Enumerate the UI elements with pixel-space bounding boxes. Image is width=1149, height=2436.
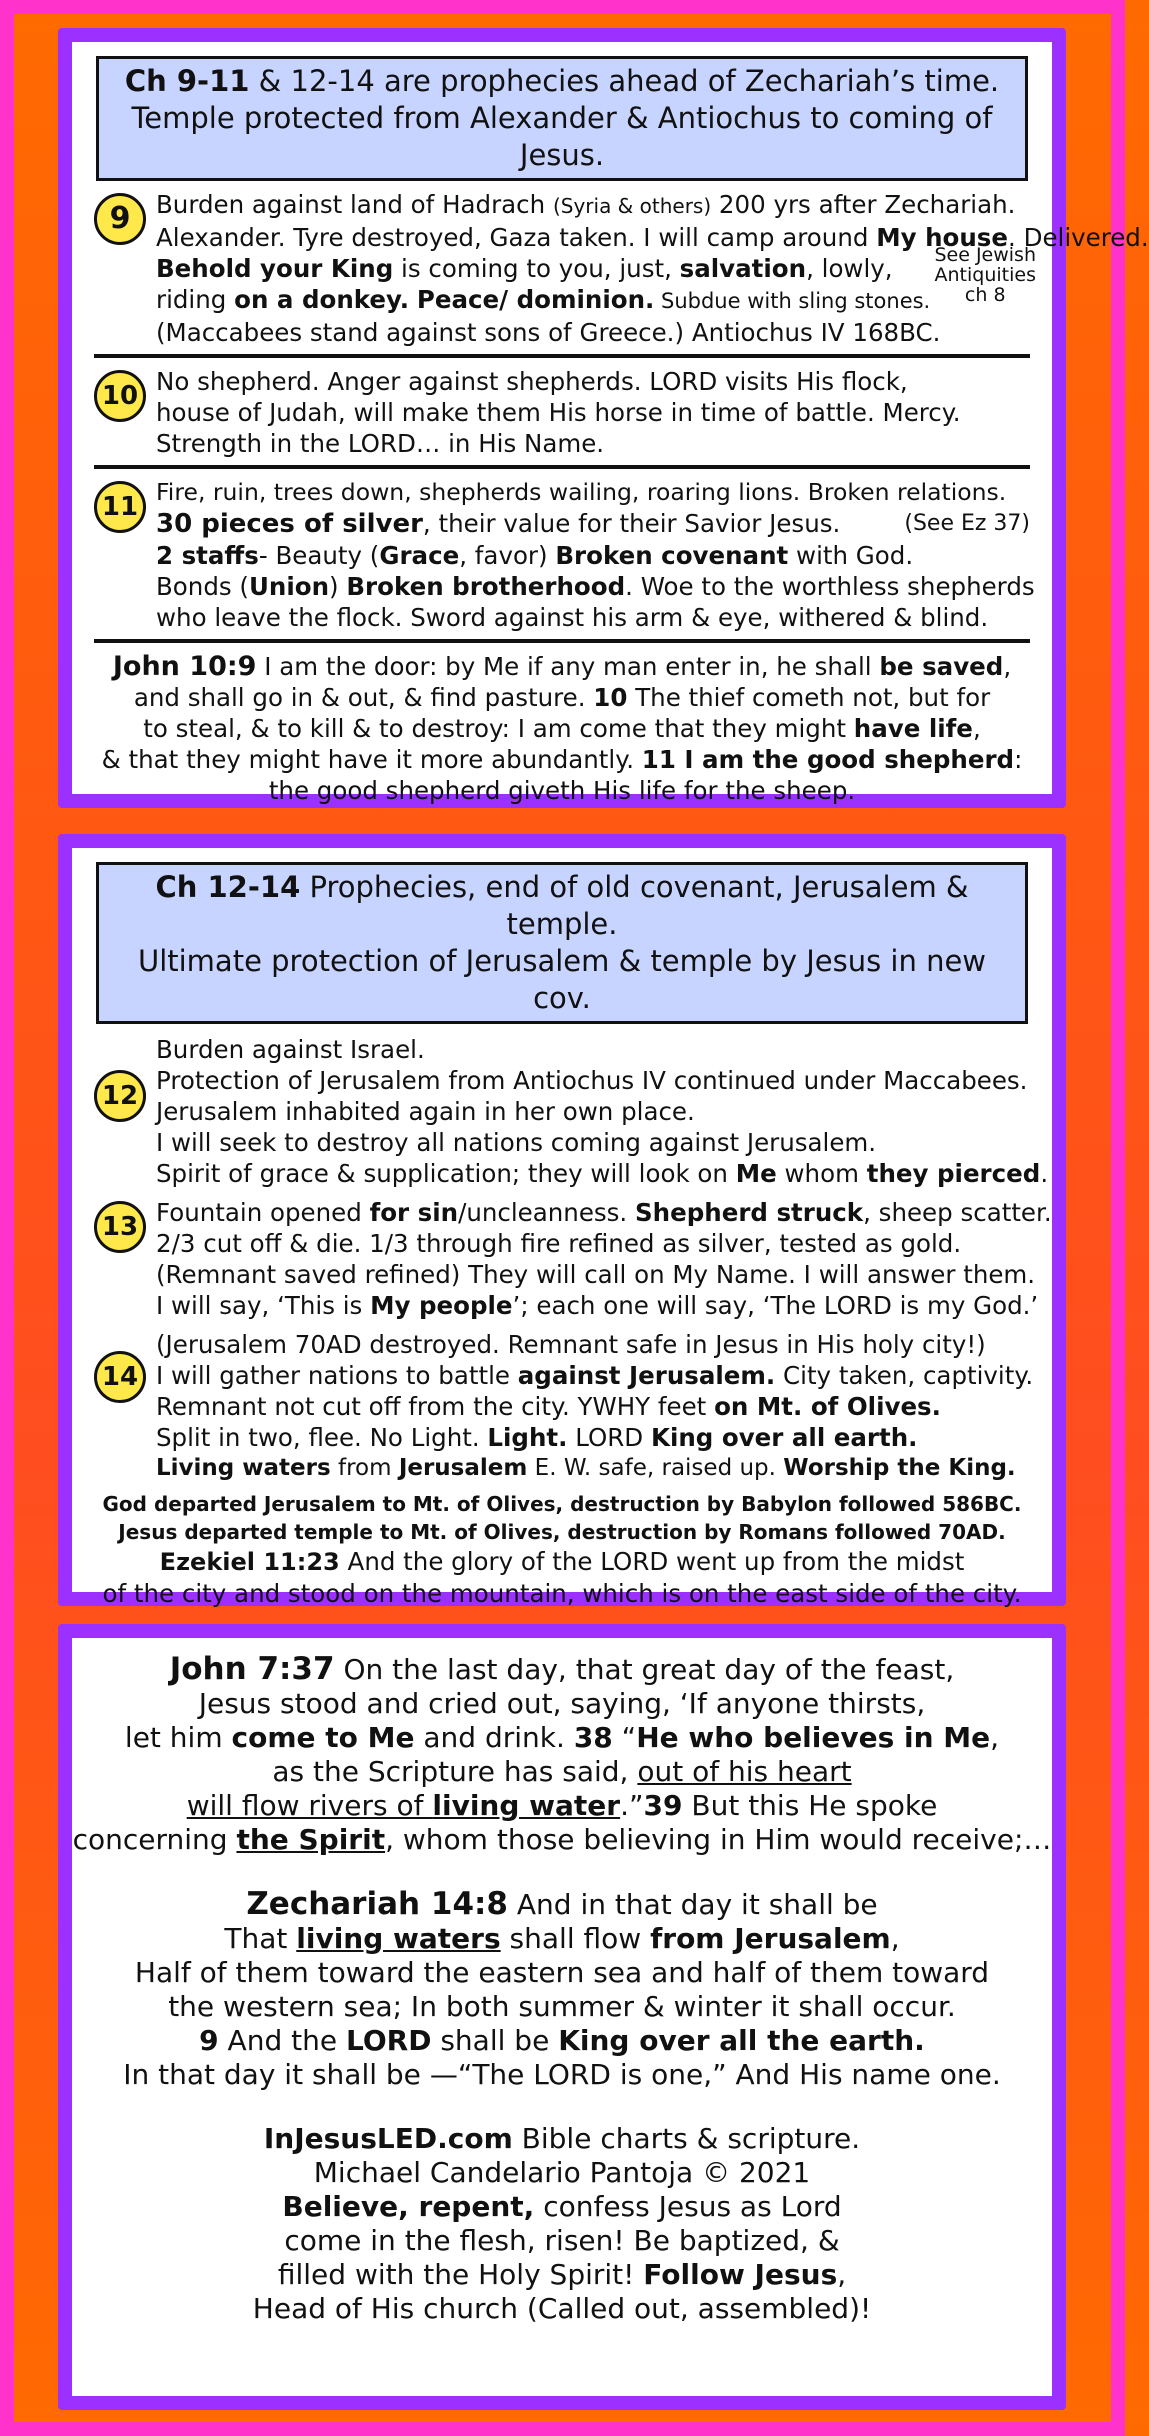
panel2-header [96,862,1028,1024]
ch9-line5: (Maccabees stand against sons of Greece.) Antiochus IV 168BC. [156,318,941,347]
ch12-line2: Protection of Jerusalem from Antiochus IV continued under Maccabees. [156,1066,1028,1095]
ch13-line1: Fountain opened for sin/uncleanness. Shepherd struck, sheep scatter. [156,1198,1052,1227]
ch14-line2: I will gather nations to battle against Jerusalem. City taken, captivity. [156,1361,1034,1390]
ch11-line1: Fire, ruin, trees down, shepherds wailing, roaring lions. Broken relations. [156,478,1007,506]
ch9-line4: riding on a donkey. Peace/ dominion. Subdue with sling stones. [156,285,931,314]
header-chapter-ref: Ch 12-14 [155,870,301,904]
section-ch12 [94,1034,1049,1189]
ch14-line4: Split in two, flee. No Light. Light. LORD King over all earth. [156,1423,918,1452]
divider [94,354,1030,358]
departure-notes [72,1490,1052,1609]
ch14-line5: Living waters from Jerusalem E. W. safe, raised up. Worship the King. [156,1455,1016,1481]
divider [94,465,1030,469]
section-ch14 [94,1329,1034,1484]
chapter-number-badge: 11 [94,481,146,533]
ch10-line2: house of Judah, will make them His horse in time of battle. Mercy. [156,398,961,427]
header-chapter-ref: Ch 9-11 [124,64,250,98]
divider [94,639,1030,643]
section-ch11 [94,477,1035,633]
copyright: Michael Candelario Pantoja © 2021 [313,2156,811,2189]
header-line1: & 12-14 are prophecies ahead of Zechariah’s time. [249,64,1000,98]
note-babylon: God departed Jerusalem to Mt. of Olives, destruction by Babylon followed 586BC. [102,1492,1022,1516]
john-7-37-quote: John 7:37 On the last day, that great day of the feast, Jesus stood and cried out, saying, ‘If anyone thirsts, let him come to Me and drink. 38 “He who believes in Me, as the Scripture has said, out of his heart will flow rivers of living water.”39 But this He spoke concerning the Spirit, whom those believing in Him would receive;… [72,1651,1052,1856]
ch9-line3: Behold your King is coming to you, just, salvation, lowly, [156,254,893,283]
header-line2: Temple protected from Alexander & Antiochus to coming of Jesus. [131,101,993,172]
section-ch13 [94,1197,1052,1321]
ch14-line1: (Jerusalem 70AD destroyed. Remnant safe in Jesus in His holy city!) [156,1330,986,1359]
chapter-number-badge: 12 [94,1070,146,1122]
ch12-line1: Burden against Israel. [156,1035,425,1064]
ch11-line3: 2 staffs- Beauty (Grace, favor) Broken covenant with God. [156,541,914,570]
ch9-line1: Burden against land of Hadrach (Syria & others) 200 yrs after Zechariah. [156,190,1016,219]
chapter-number-badge: 10 [94,370,146,422]
ch13-line2: 2/3 cut off & die. 1/3 through fire refined as silver, tested as gold. [156,1229,962,1258]
ch12-line3: Jerusalem inhabited again in her own place. [156,1097,695,1126]
ch13-line3: (Remnant saved refined) They will call on My Name. I will answer them. [156,1260,1036,1289]
ch10-line3: Strength in the LORD… in His Name. [156,429,605,458]
chapter-number-badge: 14 [94,1351,146,1403]
panel-ch9-11 [58,28,1149,808]
john-10-9-quote: John 10:9 I am the door: by Me if any man enter in, he shall be saved, and shall go in & out, & find pasture. 10 The thief cometh not, but for to steal, & to kill & to destroy: I am come that they might have life, & that they might have it more abundantly. 11 I am the good shepherd: the good shepherd giveth His life for the sheep. [101,651,1023,805]
chapter-number-badge: 9 [94,193,146,245]
ezekiel-11-23-line2: of the city and stood on the mountain, which is on the east side of the city. [102,1579,1022,1608]
ch9-line2: Alexander. Tyre destroyed, Gaza taken. I will camp around My house. Delivered. [156,223,1149,252]
ch11-line5: who leave the flock. Sword against his arm & eye, withered & blind. [156,603,989,632]
ch11-line4: Bonds (Union) Broken brotherhood. Woe to the worthless shepherds [156,572,1035,601]
zechariah-14-8-quote: Zechariah 14:8 And in that day it shall be That living waters shall flow from Jerusalem, Half of them toward the eastern sea and half of them toward the western sea; In both summer & winter it shall occur. 9 And the LORD shall be King over all the earth. In that day it shall be —“The LORD is one,” And His name one. [123,1886,1001,2091]
ch12-line5: Spirit of grace & supplication; they will look on Me whom they pierced. [156,1159,1049,1188]
note-romans: Jesus departed temple to Mt. of Olives, destruction by Romans followed 70AD. [118,1520,1006,1544]
chapter-number-badge: 13 [94,1201,146,1253]
panel1-header [96,56,1028,181]
panel-ch12-14 [58,834,1066,1606]
side-note-antiquities: See Jewish Antiquities ch 8 [934,244,1036,306]
ch12-line4: I will seek to destroy all nations coming against Jerusalem. [156,1128,877,1157]
header-line1: Prophecies, end of old covenant, Jerusalem & temple. [300,870,969,941]
website-link[interactable]: InJesusLED.com [263,2122,513,2155]
section-ch10 [94,366,1030,459]
header-line2: Ultimate protection of Jerusalem & temple by Jesus in new cov. [137,944,987,1015]
section-ch9 [94,189,1149,348]
ch14-line3: Remnant not cut off from the city. YWHY feet on Mt. of Olives. [156,1392,941,1421]
ch11-line2: 30 pieces of silver, their value for their Savior Jesus. (See Ez 37) [156,509,1030,539]
ezekiel-11-23-line1: Ezekiel 11:23 And the glory of the LORD went up from the midst [159,1547,965,1576]
footer-credits: InJesusLED.com Bible charts & scripture. Michael Candelario Pantoja © 2021 Believe, repent, confess Jesus as Lord come in the flesh, risen! Be baptized, & filled with the Holy Spirit! Follow Jesus, Head of His church (Called out, assembled)! [72,2122,1052,2326]
ch13-line4: I will say, ‘This is My people’; each one will say, ‘The LORD is my God.’ [156,1291,1039,1320]
ch10-line1: No shepherd. Anger against shepherds. LORD visits His flock, [156,367,908,396]
panel-living-waters [58,1624,1066,2410]
